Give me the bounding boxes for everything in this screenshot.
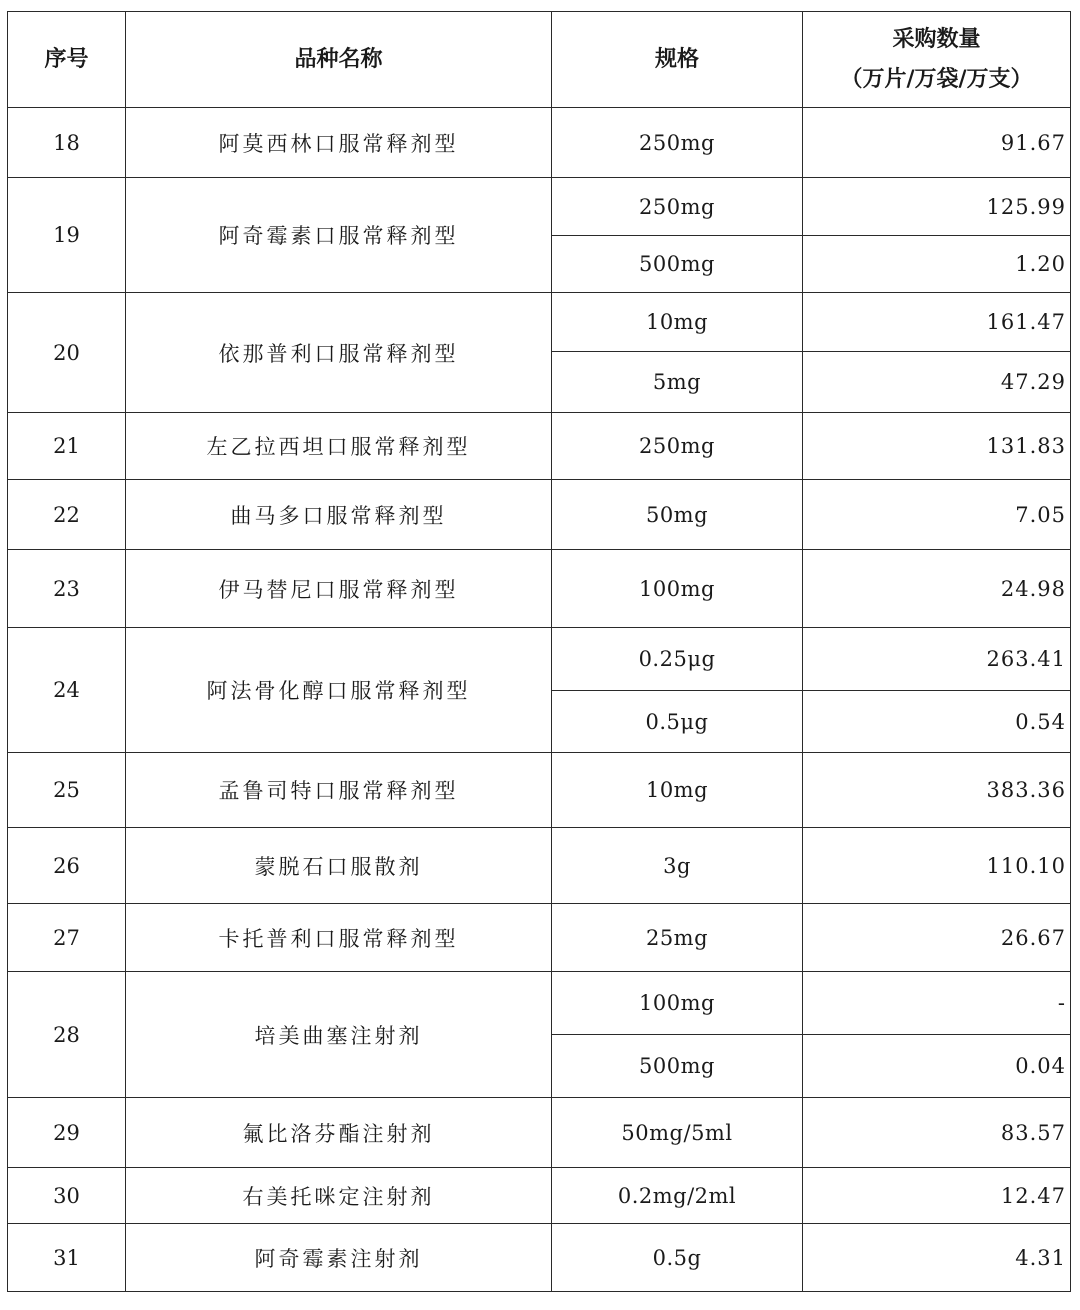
product-name-cell: 阿法骨化醇口服常释剂型 <box>126 628 552 753</box>
product-name-cell: 依那普利口服常释剂型 <box>126 293 552 413</box>
product-name-cell: 左乙拉西坦口服常释剂型 <box>126 413 552 480</box>
specification-cell: 25mg <box>552 904 803 972</box>
purchase-quantity-cell: 26.67 <box>803 904 1071 972</box>
serial-number-cell: 23 <box>8 550 126 628</box>
serial-number-cell: 19 <box>8 178 126 293</box>
header-quantity-unit: （万片/万袋/万支） <box>840 66 1033 92</box>
table-row <box>8 753 1071 828</box>
table-row <box>8 1168 1071 1224</box>
purchase-quantity-cell: 125.99 <box>803 178 1071 236</box>
procurement-table <box>7 11 1071 1292</box>
serial-number-cell: 25 <box>8 753 126 828</box>
table-header <box>8 12 1071 108</box>
purchase-quantity-cell: 91.67 <box>803 108 1071 178</box>
table-row <box>8 550 1071 628</box>
table-row <box>8 480 1071 550</box>
specification-cell: 250mg <box>552 178 803 236</box>
table-row <box>8 904 1071 972</box>
specification-cell: 10mg <box>552 753 803 828</box>
product-name-cell: 培美曲塞注射剂 <box>126 972 552 1098</box>
product-name-cell: 伊马替尼口服常释剂型 <box>126 550 552 628</box>
serial-number-cell: 27 <box>8 904 126 972</box>
header-row <box>8 12 1071 108</box>
serial-number-cell: 28 <box>8 972 126 1098</box>
serial-number-cell: 30 <box>8 1168 126 1224</box>
purchase-quantity-cell: 110.10 <box>803 828 1071 904</box>
table-row <box>8 828 1071 904</box>
purchase-quantity-cell: 4.31 <box>803 1224 1071 1292</box>
serial-number-cell: 26 <box>8 828 126 904</box>
table-row <box>8 972 1071 1035</box>
table-row <box>8 293 1071 352</box>
specification-cell: 50mg/5ml <box>552 1098 803 1168</box>
purchase-quantity-cell: 47.29 <box>803 352 1071 413</box>
product-name-cell: 卡托普利口服常释剂型 <box>126 904 552 972</box>
table-row <box>8 108 1071 178</box>
purchase-quantity-cell: 1.20 <box>803 236 1071 293</box>
table-row <box>8 178 1071 236</box>
purchase-quantity-cell: 7.05 <box>803 480 1071 550</box>
table-row <box>8 628 1071 691</box>
specification-cell: 500mg <box>552 236 803 293</box>
header-serial-number: 序号 <box>8 12 126 108</box>
purchase-quantity-cell: 24.98 <box>803 550 1071 628</box>
purchase-quantity-cell: 12.47 <box>803 1168 1071 1224</box>
product-name-cell: 右美托咪定注射剂 <box>126 1168 552 1224</box>
product-name-cell: 蒙脱石口服散剂 <box>126 828 552 904</box>
table-row <box>8 413 1071 480</box>
specification-cell: 50mg <box>552 480 803 550</box>
specification-cell: 5mg <box>552 352 803 413</box>
purchase-quantity-cell: 83.57 <box>803 1098 1071 1168</box>
product-name-cell: 阿奇霉素注射剂 <box>126 1224 552 1292</box>
serial-number-cell: 29 <box>8 1098 126 1168</box>
purchase-quantity-cell: 0.04 <box>803 1035 1071 1098</box>
product-name-cell: 氟比洛芬酯注射剂 <box>126 1098 552 1168</box>
specification-cell: 250mg <box>552 413 803 480</box>
serial-number-cell: 24 <box>8 628 126 753</box>
header-purchase-quantity <box>803 12 1071 108</box>
purchase-quantity-cell: 383.36 <box>803 753 1071 828</box>
header-product-name: 品种名称 <box>126 12 552 108</box>
specification-cell: 100mg <box>552 550 803 628</box>
specification-cell: 0.2mg/2ml <box>552 1168 803 1224</box>
specification-cell: 0.5g <box>552 1224 803 1292</box>
specification-cell: 10mg <box>552 293 803 352</box>
serial-number-cell: 22 <box>8 480 126 550</box>
product-name-cell: 孟鲁司特口服常释剂型 <box>126 753 552 828</box>
header-specification: 规格 <box>552 12 803 108</box>
purchase-quantity-cell: - <box>803 972 1071 1035</box>
purchase-quantity-cell: 0.54 <box>803 691 1071 753</box>
product-name-cell: 阿奇霉素口服常释剂型 <box>126 178 552 293</box>
table-body <box>8 108 1071 1292</box>
table-row <box>8 1098 1071 1168</box>
specification-cell: 3g <box>552 828 803 904</box>
specification-cell: 100mg <box>552 972 803 1035</box>
header-quantity-title: 采购数量 <box>892 26 981 52</box>
serial-number-cell: 21 <box>8 413 126 480</box>
purchase-quantity-cell: 263.41 <box>803 628 1071 691</box>
specification-cell: 500mg <box>552 1035 803 1098</box>
purchase-quantity-cell: 161.47 <box>803 293 1071 352</box>
serial-number-cell: 31 <box>8 1224 126 1292</box>
specification-cell: 0.5μg <box>552 691 803 753</box>
specification-cell: 250mg <box>552 108 803 178</box>
serial-number-cell: 20 <box>8 293 126 413</box>
table-row <box>8 1224 1071 1292</box>
product-name-cell: 阿莫西林口服常释剂型 <box>126 108 552 178</box>
serial-number-cell: 18 <box>8 108 126 178</box>
specification-cell: 0.25μg <box>552 628 803 691</box>
product-name-cell: 曲马多口服常释剂型 <box>126 480 552 550</box>
purchase-quantity-cell: 131.83 <box>803 413 1071 480</box>
